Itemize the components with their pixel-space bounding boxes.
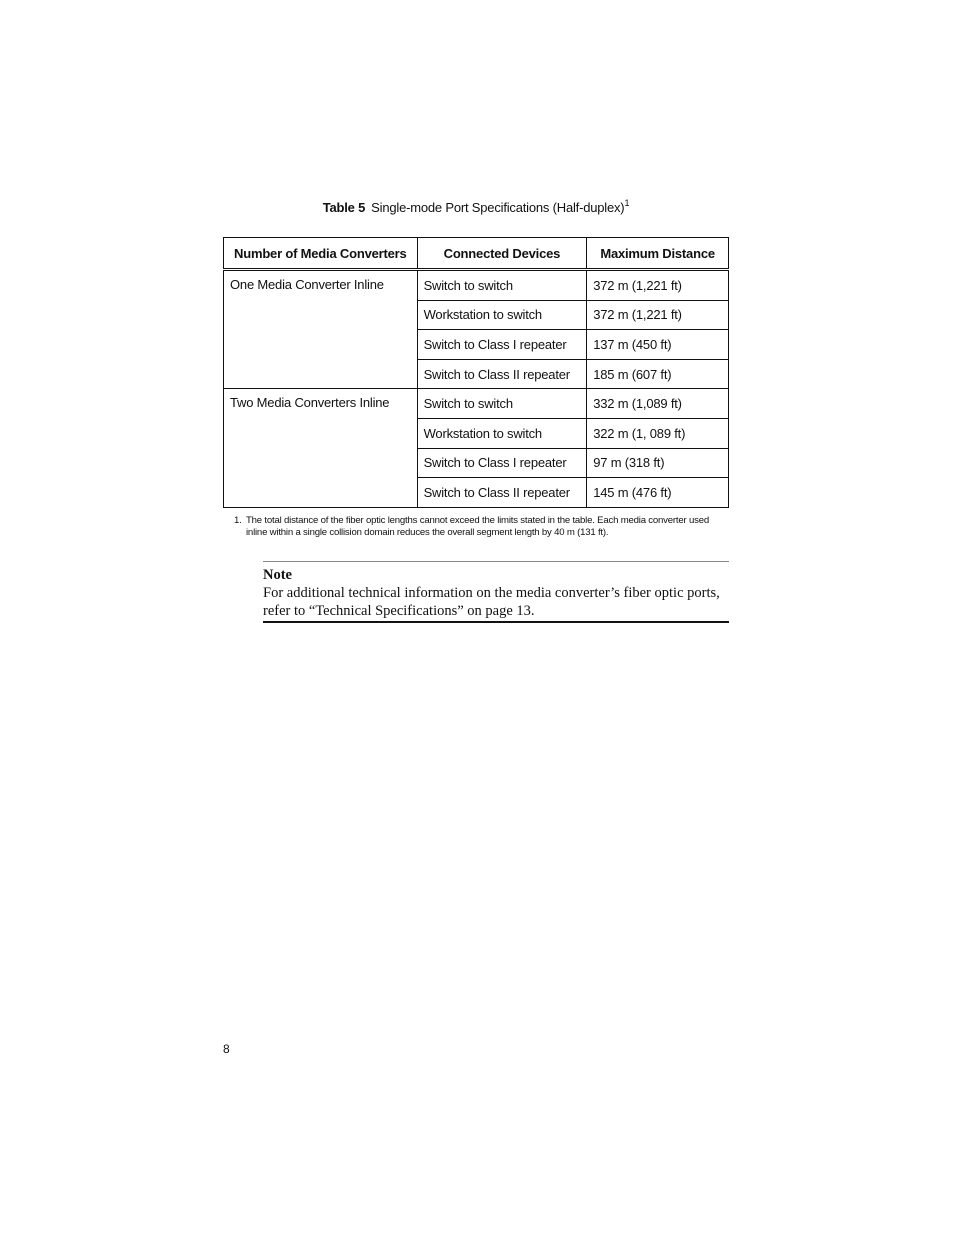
- distance-cell: 322 m (1, 089 ft): [587, 418, 729, 448]
- device-cell: Switch to switch: [417, 389, 587, 419]
- table-caption: [223, 200, 729, 215]
- header-media-converters: Number of Media Converters: [224, 238, 418, 270]
- device-cell: Switch to Class II repeater: [417, 478, 587, 508]
- note-box: [263, 561, 729, 623]
- device-cell: Switch to Class II repeater: [417, 359, 587, 389]
- device-cell: Workstation to switch: [417, 300, 587, 330]
- distance-cell: 372 m (1,221 ft): [587, 300, 729, 330]
- note-text: For additional technical information on the media converter’s fiber optic ports, refer to “Technical Specifications” on page 13.: [263, 585, 720, 619]
- device-cell: Workstation to switch: [417, 418, 587, 448]
- distance-cell: 185 m (607 ft): [587, 359, 729, 389]
- distance-cell: 97 m (318 ft): [587, 448, 729, 478]
- table-caption-footnote-ref: 1: [624, 198, 630, 208]
- table-caption-text: Single-mode Port Specifications (Half-duplex): [371, 200, 625, 215]
- table-row: [224, 270, 729, 301]
- group-label-one-converter: One Media Converter Inline: [224, 270, 418, 389]
- page-number: 8: [223, 1042, 230, 1056]
- device-cell: Switch to Class I repeater: [417, 330, 587, 360]
- table-row: [224, 389, 729, 419]
- port-specifications-table: [223, 237, 729, 508]
- table-header-row: [224, 238, 729, 270]
- footnote-text: The total distance of the fiber optic lengths cannot exceed the limits stated in the table. Each media converter used inline within a single collision domain reduces the overall segment length by 40 m (131 ft).: [246, 515, 709, 538]
- table-caption-label: Table 5: [322, 200, 366, 215]
- distance-cell: 372 m (1,221 ft): [587, 270, 729, 301]
- distance-cell: 332 m (1,089 ft): [587, 389, 729, 419]
- device-cell: Switch to switch: [417, 270, 587, 301]
- note-title: Note: [263, 567, 292, 583]
- device-cell: Switch to Class I repeater: [417, 448, 587, 478]
- group-label-two-converters: Two Media Converters Inline: [224, 389, 418, 507]
- footnote-number: 1.: [234, 515, 242, 526]
- distance-cell: 145 m (476 ft): [587, 478, 729, 508]
- header-connected-devices: Connected Devices: [417, 238, 587, 270]
- distance-cell: 137 m (450 ft): [587, 330, 729, 360]
- header-maximum-distance: Maximum Distance: [587, 238, 729, 270]
- table-footnote: [234, 515, 729, 539]
